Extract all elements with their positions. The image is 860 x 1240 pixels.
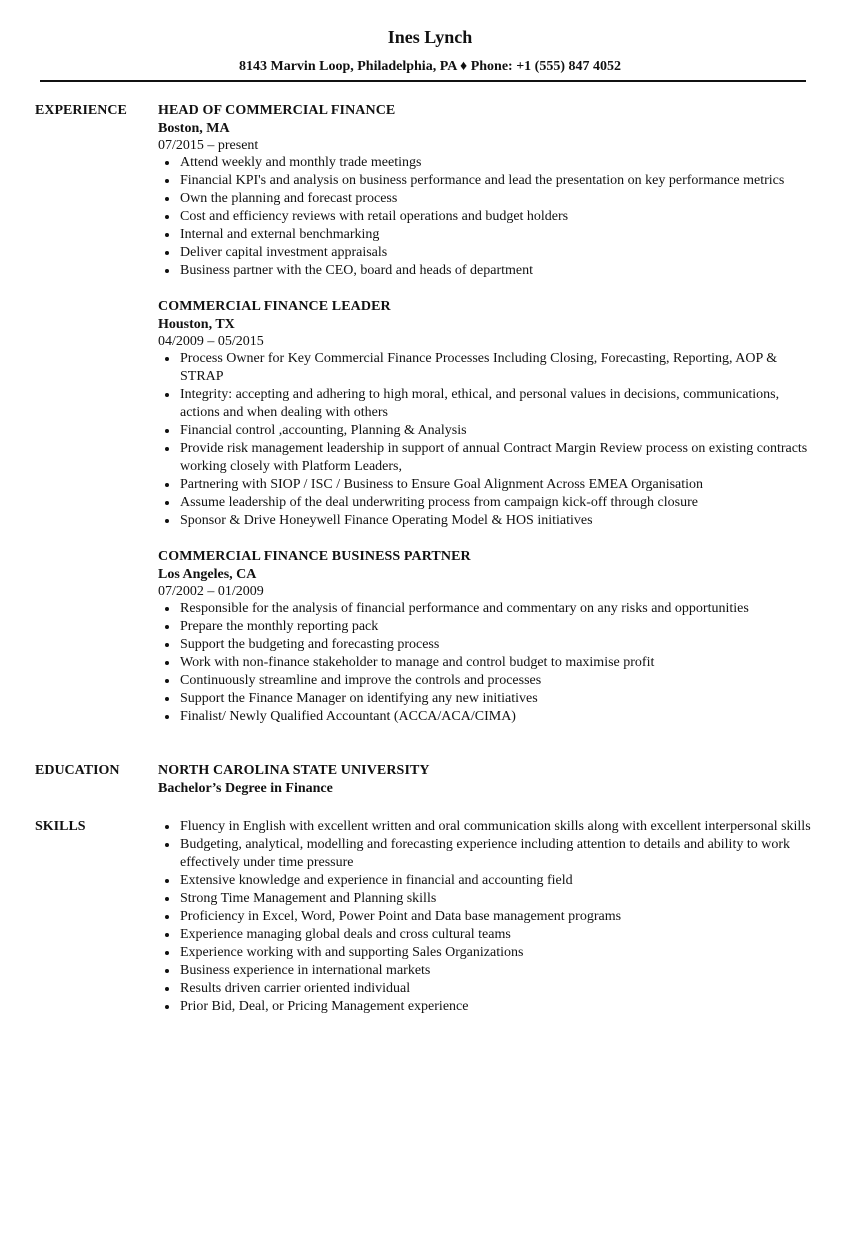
education-body [158, 762, 815, 798]
job-dates: 07/2002 – 01/2009 [158, 584, 264, 599]
skill-item: Results driven carrier oriented individual [180, 980, 815, 998]
job-bullet: Assume leadership of the deal underwriting process from campaign kick-off through closure [180, 494, 815, 512]
job-bullet: Provide risk management leadership in support of annual Contract Margin Review process on existing contracts working closely with Platform Leaders, [180, 440, 815, 476]
contact-line: 8143 Marvin Loop, Philadelphia, PA ♦ Phone: +1 (555) 847 4052 [239, 59, 621, 74]
section-label-experience: EXPERIENCE [35, 103, 127, 118]
job-location: Houston, TX [158, 317, 235, 332]
job-bullet: Cost and efficiency reviews with retail operations and budget holders [180, 208, 815, 226]
job-bullet: Own the planning and forecast process [180, 190, 815, 208]
skill-item: Experience managing global deals and cross cultural teams [180, 926, 815, 944]
job-bullet: Sponsor & Drive Honeywell Finance Operating Model & HOS initiatives [180, 512, 815, 530]
header-divider [40, 80, 806, 82]
skills-section [35, 818, 815, 1016]
resume-header [0, 0, 860, 76]
skills-body [158, 818, 815, 1016]
skill-item: Experience working with and supporting Sales Organizations [180, 944, 815, 962]
job-bullet: Work with non-finance stakeholder to manage and control budget to maximise profit [180, 654, 815, 672]
section-label-skills: SKILLS [35, 819, 86, 834]
job-bullet: Partnering with SIOP / ISC / Business to Ensure Goal Alignment Across EMEA Organisation [180, 476, 815, 494]
job-entry [158, 298, 815, 530]
job-bullet: Internal and external benchmarking [180, 226, 815, 244]
job-title: HEAD OF COMMERCIAL FINANCE [158, 103, 396, 118]
job-bullet: Financial control ,accounting, Planning & Analysis [180, 422, 815, 440]
job-bullet-list [158, 154, 815, 280]
job-dates: 07/2015 – present [158, 138, 259, 153]
job-bullet: Deliver capital investment appraisals [180, 244, 815, 262]
job-bullet: Support the Finance Manager on identifying any new initiatives [180, 690, 815, 708]
education-school: NORTH CAROLINA STATE UNIVERSITY [158, 763, 430, 778]
job-bullet: Attend weekly and monthly trade meetings [180, 154, 815, 172]
job-bullet: Business partner with the CEO, board and heads of department [180, 262, 815, 280]
job-bullet: Integrity: accepting and adhering to high moral, ethical, and personal values in decisions, communications, actions and when dealing with others [180, 386, 815, 422]
skill-item: Proficiency in Excel, Word, Power Point and Data base management programs [180, 908, 815, 926]
job-dates: 04/2009 – 05/2015 [158, 334, 264, 349]
candidate-name: Ines Lynch [387, 27, 473, 47]
skill-item: Business experience in international markets [180, 962, 815, 980]
job-bullet: Finalist/ Newly Qualified Accountant (ACCA/ACA/CIMA) [180, 708, 815, 726]
job-location: Los Angeles, CA [158, 567, 257, 582]
job-bullet: Responsible for the analysis of financial performance and commentary on any risks and opportunities [180, 600, 815, 618]
experience-section [35, 102, 815, 744]
job-bullet: Financial KPI's and analysis on business performance and lead the presentation on key performance metrics [180, 172, 815, 190]
job-bullet: Prepare the monthly reporting pack [180, 618, 815, 636]
skills-bullet-list [158, 818, 815, 1016]
job-title: COMMERCIAL FINANCE LEADER [158, 299, 391, 314]
education-section [35, 762, 815, 798]
job-bullet: Support the budgeting and forecasting process [180, 636, 815, 654]
job-entry [158, 548, 815, 726]
education-degree: Bachelor’s Degree in Finance [158, 781, 333, 796]
experience-body [158, 102, 815, 744]
job-bullet-list [158, 350, 815, 530]
job-bullet-list [158, 600, 815, 726]
job-bullet: Continuously streamline and improve the controls and processes [180, 672, 815, 690]
skill-item: Strong Time Management and Planning skills [180, 890, 815, 908]
job-location: Boston, MA [158, 121, 230, 136]
job-entry [158, 102, 815, 280]
job-title: COMMERCIAL FINANCE BUSINESS PARTNER [158, 549, 471, 564]
skill-item: Prior Bid, Deal, or Pricing Management experience [180, 998, 815, 1016]
skill-item: Fluency in English with excellent written and oral communication skills along with excellent interpersonal skills [180, 818, 815, 836]
skill-item: Extensive knowledge and experience in financial and accounting field [180, 872, 815, 890]
skill-item: Budgeting, analytical, modelling and forecasting experience including attention to details and ability to work effectively under time pressure [180, 836, 815, 872]
section-label-education: EDUCATION [35, 763, 120, 778]
job-bullet: Process Owner for Key Commercial Finance Processes Including Closing, Forecasting, Reporting, AOP & STRAP [180, 350, 815, 386]
